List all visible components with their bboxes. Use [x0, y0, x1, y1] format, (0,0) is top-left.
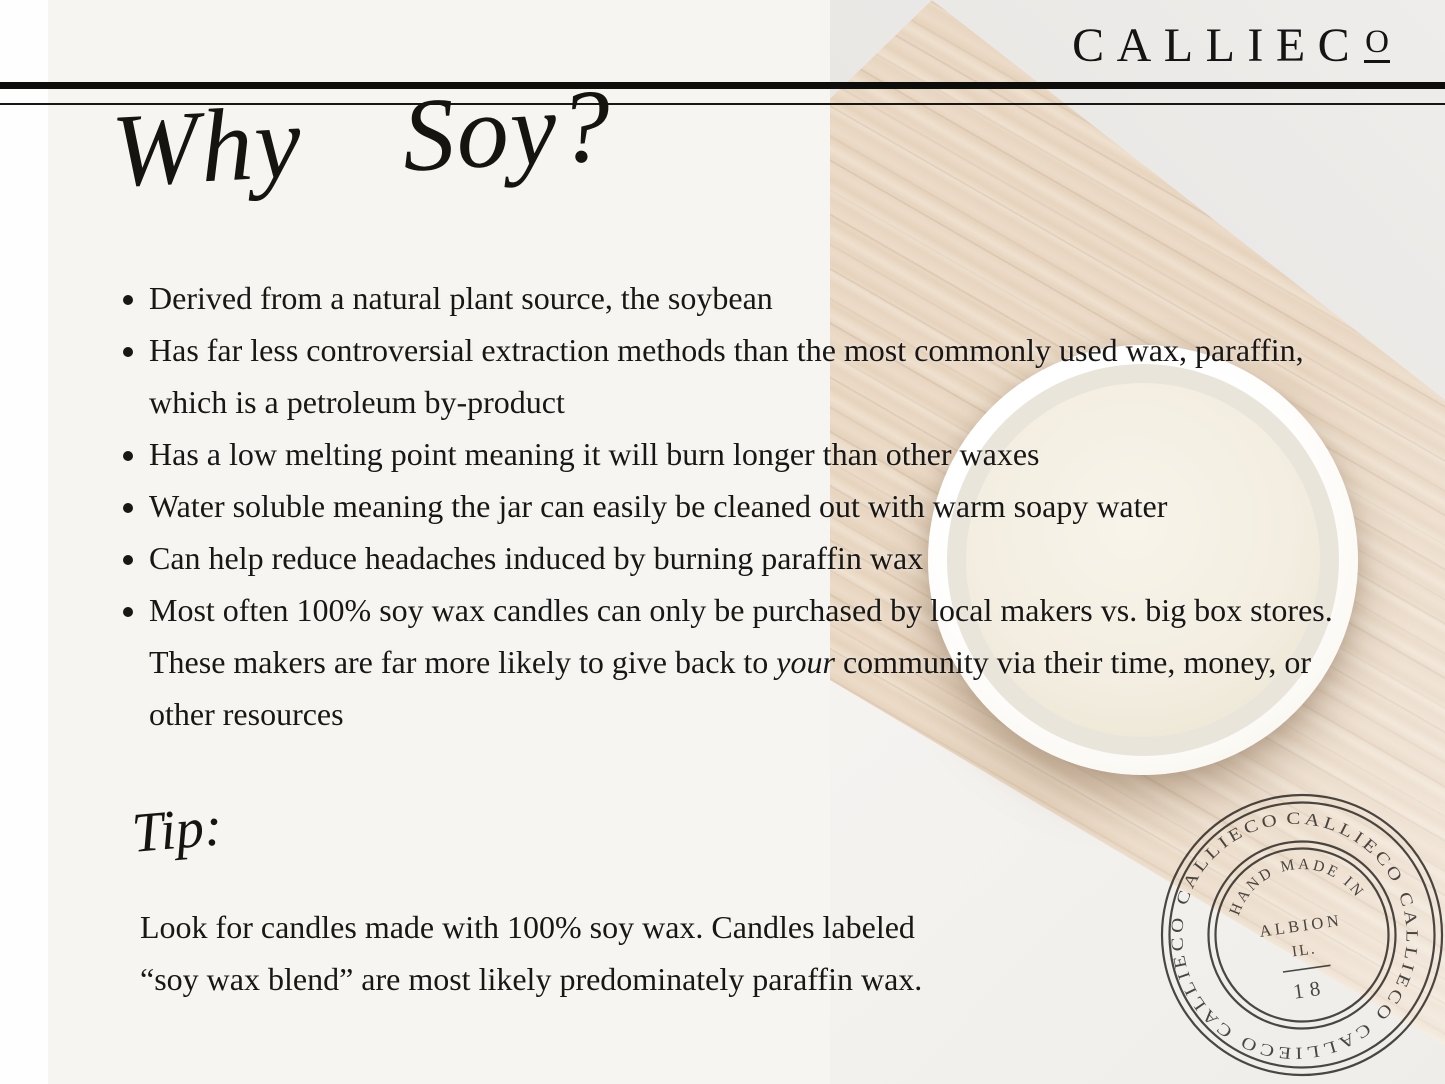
bullet-item	[149, 532, 1374, 584]
left-white-margin	[0, 0, 48, 1084]
bullet-item	[149, 324, 1374, 428]
bullet-text: Has a low melting point meaning it will burn longer than other waxes	[149, 436, 1040, 472]
tip-label: Tip:	[129, 795, 225, 865]
bullet-text: Water soluble meaning the jar can easily be cleaned out with warm soapy water	[149, 488, 1168, 524]
bullet-text: Can help reduce headaches induced by burning paraffin wax	[149, 540, 924, 576]
benefits-list	[112, 272, 1374, 740]
stamp-state: IL.	[1290, 940, 1318, 961]
stamp-number: 18	[1291, 975, 1328, 1004]
brand-logo	[1072, 18, 1390, 73]
bullet-item	[149, 272, 1374, 324]
bullet-item	[149, 480, 1374, 532]
page-title: Why Soy?	[108, 67, 616, 209]
bullet-item	[149, 428, 1374, 480]
bullet-text: Has far less controversial extraction methods than the most commonly used wax, paraffin, which is a petroleum by-product	[149, 332, 1304, 420]
brand-logo-o: O	[1364, 26, 1390, 63]
brand-logo-text: CALLIEC	[1072, 19, 1363, 72]
stamp-divider	[1283, 965, 1331, 972]
tip-body: Look for candles made with 100% soy wax. Candles labeled “soy wax blend” are most likely predominately paraffin wax.	[140, 909, 923, 997]
bullet-text: community via their time, money, or other resources	[149, 644, 1311, 732]
bullet-text: Most often 100% soy wax candles can only be purchased by local makers vs. big box stores. These makers are far more likely to give back to	[149, 592, 1333, 680]
bullet-text-emphasis: your	[776, 644, 835, 680]
stamp-ring-text: CALLIECO CALLIECO CALLIECO CALLIECO CALLIECO	[1167, 808, 1422, 1063]
bullet-text: Derived from a natural plant source, the soybean	[149, 280, 773, 316]
handmade-stamp	[1152, 786, 1445, 1084]
stamp-arc-text: HAND MADE IN	[1226, 855, 1369, 918]
stamp-city: ALBION	[1258, 910, 1344, 941]
bullet-item	[149, 584, 1374, 740]
